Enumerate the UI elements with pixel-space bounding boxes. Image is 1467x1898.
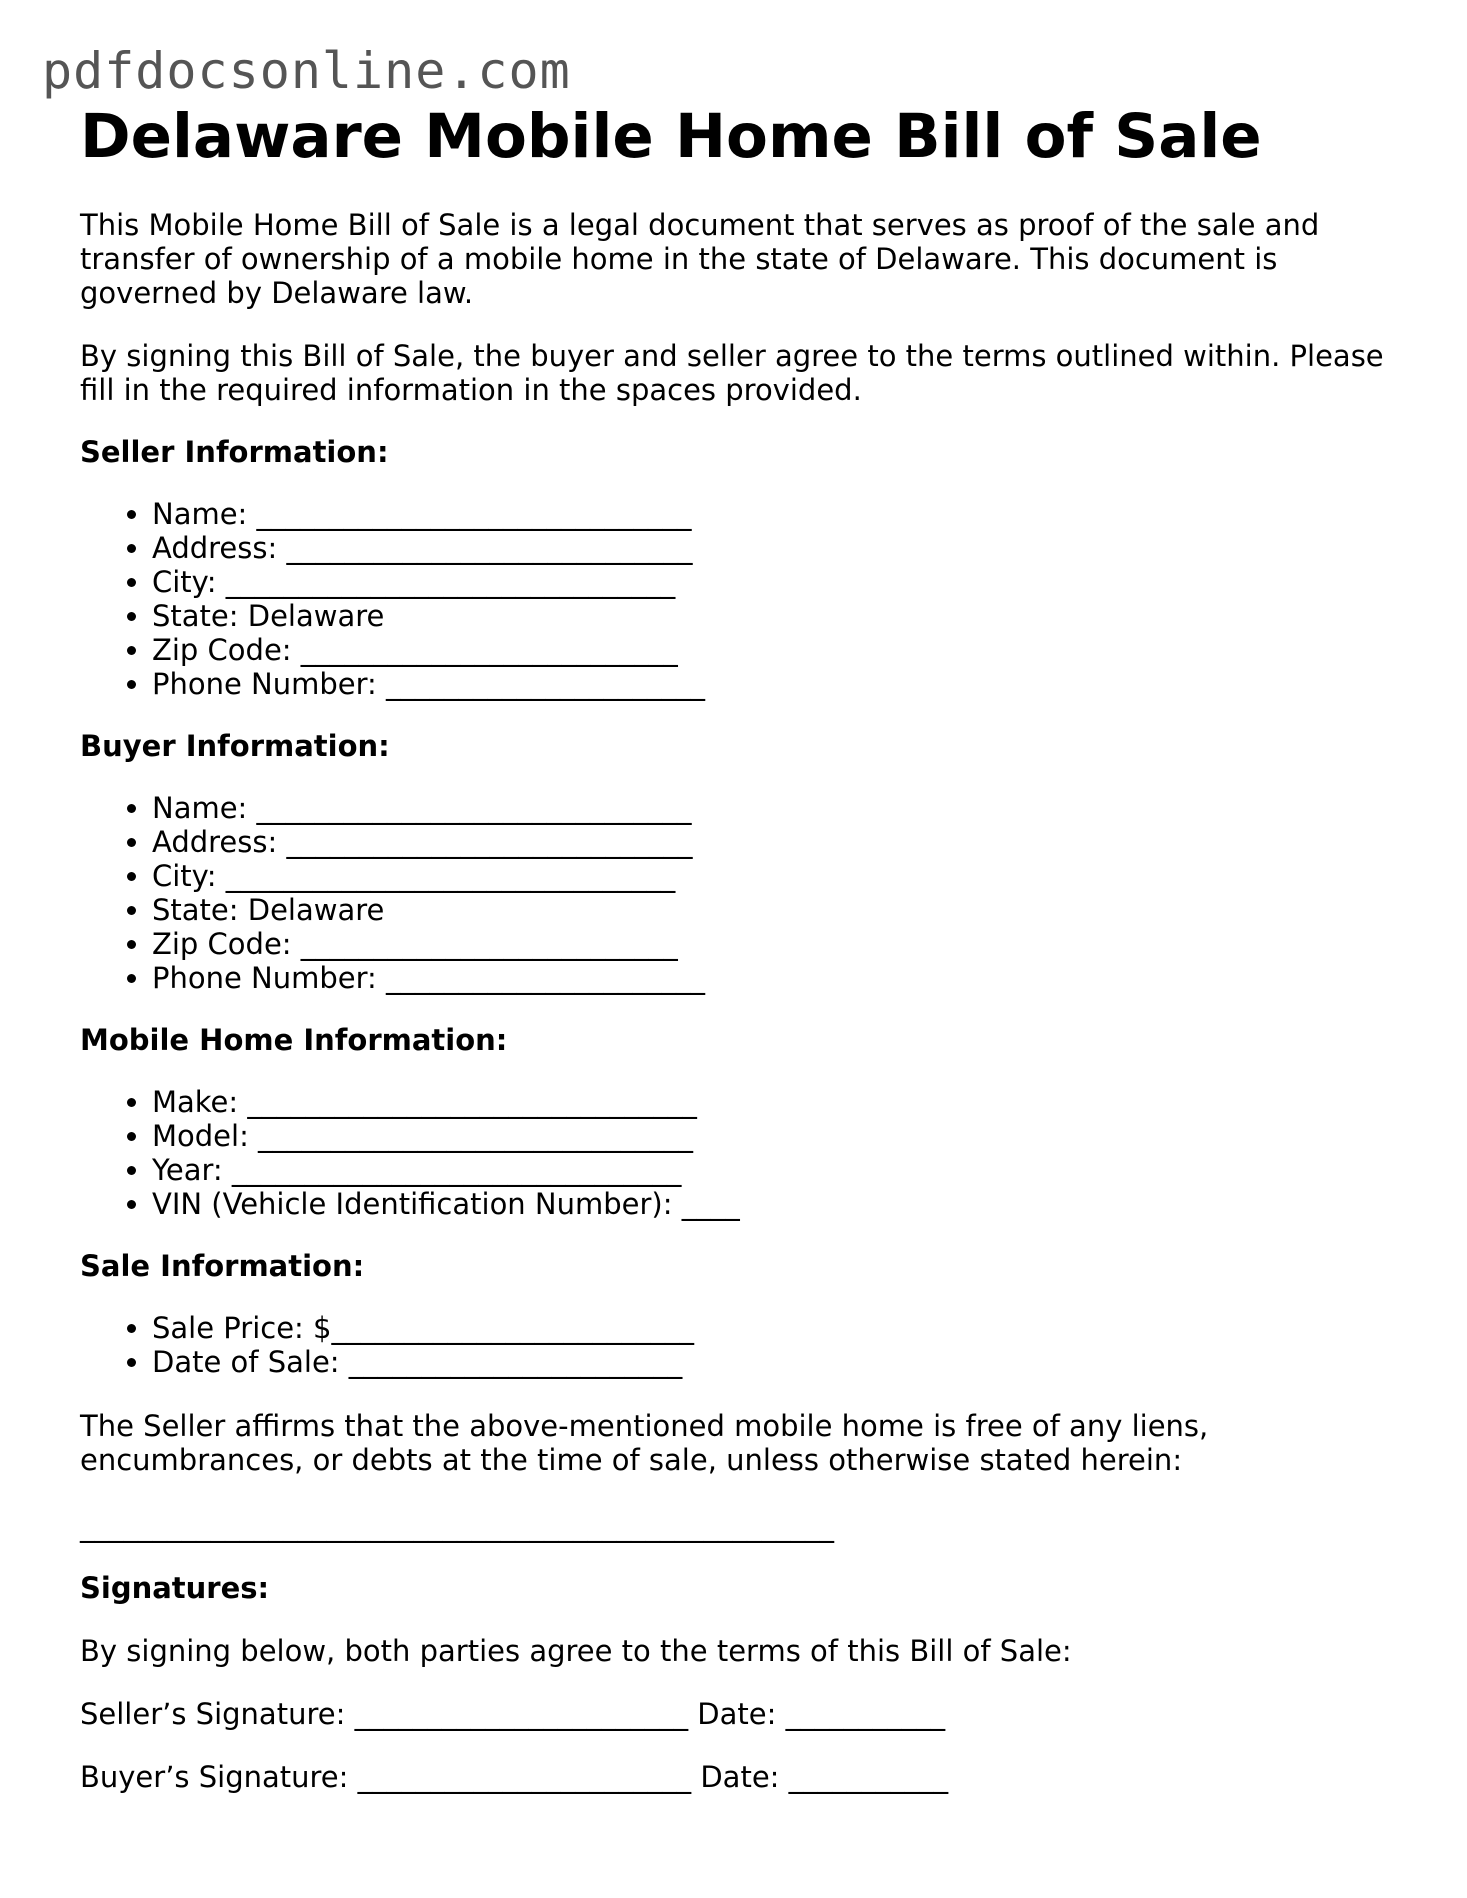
buyer-address-field[interactable]: • Address: ____________________________ xyxy=(152,825,1390,859)
mobile-home-fields xyxy=(80,1085,1390,1221)
mobile-home-section xyxy=(80,1023,1390,1221)
mobile-home-heading: Mobile Home Information: xyxy=(80,1023,508,1058)
model-field[interactable]: • Model: ______________________________ xyxy=(152,1119,1390,1153)
sale-heading: Sale Information: xyxy=(80,1249,365,1284)
sale-section xyxy=(80,1249,1390,1379)
buyer-name-field[interactable]: • Name: ______________________________ xyxy=(152,791,1390,825)
affirmation-paragraph: The Seller affirms that the above-mentioned mobile home is free of any liens, encumbrances, or debts at the time of sale, unless otherwise stated herein: xyxy=(80,1409,1209,1478)
seller-phone-field[interactable]: • Phone Number: ______________________ xyxy=(152,667,1390,701)
buyer-zip-field[interactable]: • Zip Code: __________________________ xyxy=(152,927,1390,961)
seller-zip-field[interactable]: • Zip Code: __________________________ xyxy=(152,633,1390,667)
seller-address-field[interactable]: • Address: ____________________________ xyxy=(152,531,1390,565)
watermark: pdfdocsonline.com xyxy=(42,42,571,100)
buyer-state-field: • State: Delaware xyxy=(152,893,1390,927)
seller-fields xyxy=(80,497,1390,701)
intro-paragraph: This Mobile Home Bill of Sale is a legal document that serves as proof of the sale and transfer of ownership of a mobile home in the state of Delaware. This document is governed by Delaware law. xyxy=(80,208,1320,311)
instructions-paragraph: By signing this Bill of Sale, the buyer and seller agree to the terms outlined within. Please fill in the required information in the spaces provided. xyxy=(80,339,1384,408)
seller-city-field[interactable]: • City: _______________________________ xyxy=(152,565,1390,599)
seller-state-field: • State: Delaware xyxy=(152,599,1390,633)
signatures-intro: By signing below, both parties agree to the terms of this Bill of Sale: xyxy=(80,1634,1072,1669)
seller-heading: Seller Information: xyxy=(80,435,389,470)
seller-name-field[interactable]: • Name: ______________________________ xyxy=(152,497,1390,531)
buyer-city-field[interactable]: • City: _______________________________ xyxy=(152,859,1390,893)
buyer-heading: Buyer Information: xyxy=(80,729,390,764)
buyer-section xyxy=(80,729,1390,995)
sale-date-field[interactable]: • Date of Sale: _______________________ xyxy=(152,1345,1390,1379)
make-field[interactable]: • Make: _______________________________ xyxy=(152,1085,1390,1119)
vin-field[interactable]: • VIN (Vehicle Identification Number): ____ xyxy=(152,1187,1390,1221)
buyer-signature-line[interactable]: Buyer’s Signature: _______________________ Date: ___________ xyxy=(80,1760,949,1795)
signatures-heading: Signatures: xyxy=(80,1571,270,1606)
seller-signature-line[interactable]: Seller’s Signature: _______________________ Date: ___________ xyxy=(80,1697,946,1732)
document-title: Delaware Mobile Home Bill of Sale xyxy=(80,101,1262,172)
year-field[interactable]: • Year: _______________________________ xyxy=(152,1153,1390,1187)
sale-fields xyxy=(80,1311,1390,1379)
liens-blank-line[interactable]: ____________________________________________________ xyxy=(80,1509,834,1544)
sale-price-field[interactable]: • Sale Price: $_________________________ xyxy=(152,1311,1390,1345)
buyer-phone-field[interactable]: • Phone Number: ______________________ xyxy=(152,961,1390,995)
buyer-fields xyxy=(80,791,1390,995)
document-page xyxy=(80,100,1390,1794)
signatures-section xyxy=(80,1571,1390,1794)
seller-section xyxy=(80,435,1390,701)
